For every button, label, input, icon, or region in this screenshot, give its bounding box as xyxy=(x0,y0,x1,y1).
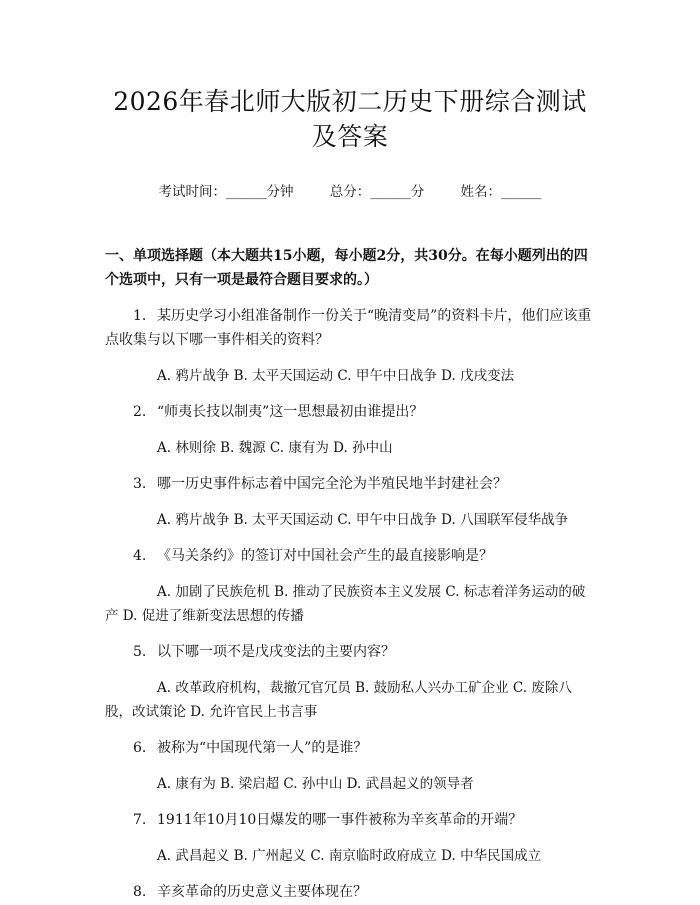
question-number: 2. xyxy=(133,404,147,420)
total-score-label: 总分：______分 xyxy=(329,184,425,200)
question-3 xyxy=(105,472,595,496)
question-text: 1911年10月10日爆发的哪一事件被称为辛亥革命的开端？ xyxy=(157,812,523,828)
question-1-options: A. 鸦片战争 B. 太平天国运动 C. 甲午中日战争 D. 戊戌变法 xyxy=(157,368,515,384)
question-4 xyxy=(105,544,595,568)
question-number: 7. xyxy=(133,812,147,828)
question-1 xyxy=(105,304,595,352)
question-3-options: A. 鸦片战争 B. 太平天国运动 C. 甲午中日战争 D. 八国联军侵华战争 xyxy=(157,512,569,528)
question-2-options: A. 林则徐 B. 魏源 C. 康有为 D. 孙中山 xyxy=(157,440,393,456)
question-7-options: A. 武昌起义 B. 广州起义 C. 南京临时政府成立 D. 中华民国成立 xyxy=(157,848,542,864)
question-number: 6. xyxy=(133,740,147,756)
question-8 xyxy=(105,880,595,904)
exam-meta xyxy=(105,182,595,202)
page-title: 2026年春北师大版初二历史下册综合测试及答案 xyxy=(113,87,587,151)
question-5 xyxy=(105,640,595,664)
question-5-options: A. 改革政府机构，裁撤冗官冗员 B. 鼓励私人兴办工矿企业 C. 废除八股，改试策论 D. 允许官民上书言事 xyxy=(105,680,572,720)
exam-time-label: 考试时间：______分钟 xyxy=(158,184,294,200)
question-number: 3. xyxy=(133,476,147,492)
question-4-options: A. 加剧了民族危机 B. 推动了民族资本主义发展 C. 标志着洋务运动的破产 D. 促进了维新变法思想的传播 xyxy=(105,584,586,624)
question-text: 某历史学习小组准备制作一份关于“晚清变局”的资料卡片，他们应该重点收集与以下哪一事件相关的资料？ xyxy=(105,308,592,348)
question-text: 哪一历史事件标志着中国完全沦为半殖民地半封建社会？ xyxy=(157,476,507,492)
question-number: 5. xyxy=(133,644,147,660)
question-text: 《马关条约》的签订对中国社会产生的最直接影响是？ xyxy=(157,548,493,564)
section-heading: 一、单项选择题（本大题共15小题，每小题2分，共30分。在每小题列出的四个选项中，只有一项是最符合题目要求的。） xyxy=(105,248,588,288)
question-6 xyxy=(105,736,595,760)
question-text: 辛亥革命的历史意义主要体现在？ xyxy=(157,884,367,900)
question-list xyxy=(105,304,595,904)
student-name-label: 姓名：______ xyxy=(460,184,542,200)
question-number: 8. xyxy=(133,884,147,900)
question-number: 4. xyxy=(133,548,147,564)
question-6-options: A. 康有为 B. 梁启超 C. 孙中山 D. 武昌起义的领导者 xyxy=(157,776,474,792)
question-text: 以下哪一项不是戊戌变法的主要内容？ xyxy=(157,644,395,660)
question-7 xyxy=(105,808,595,832)
question-2 xyxy=(105,400,595,424)
question-text: 被称为“中国现代第一人”的是谁？ xyxy=(157,740,368,756)
question-number: 1. xyxy=(133,308,147,324)
question-text: “师夷长技以制夷”这一思想最初由谁提出？ xyxy=(157,404,424,420)
